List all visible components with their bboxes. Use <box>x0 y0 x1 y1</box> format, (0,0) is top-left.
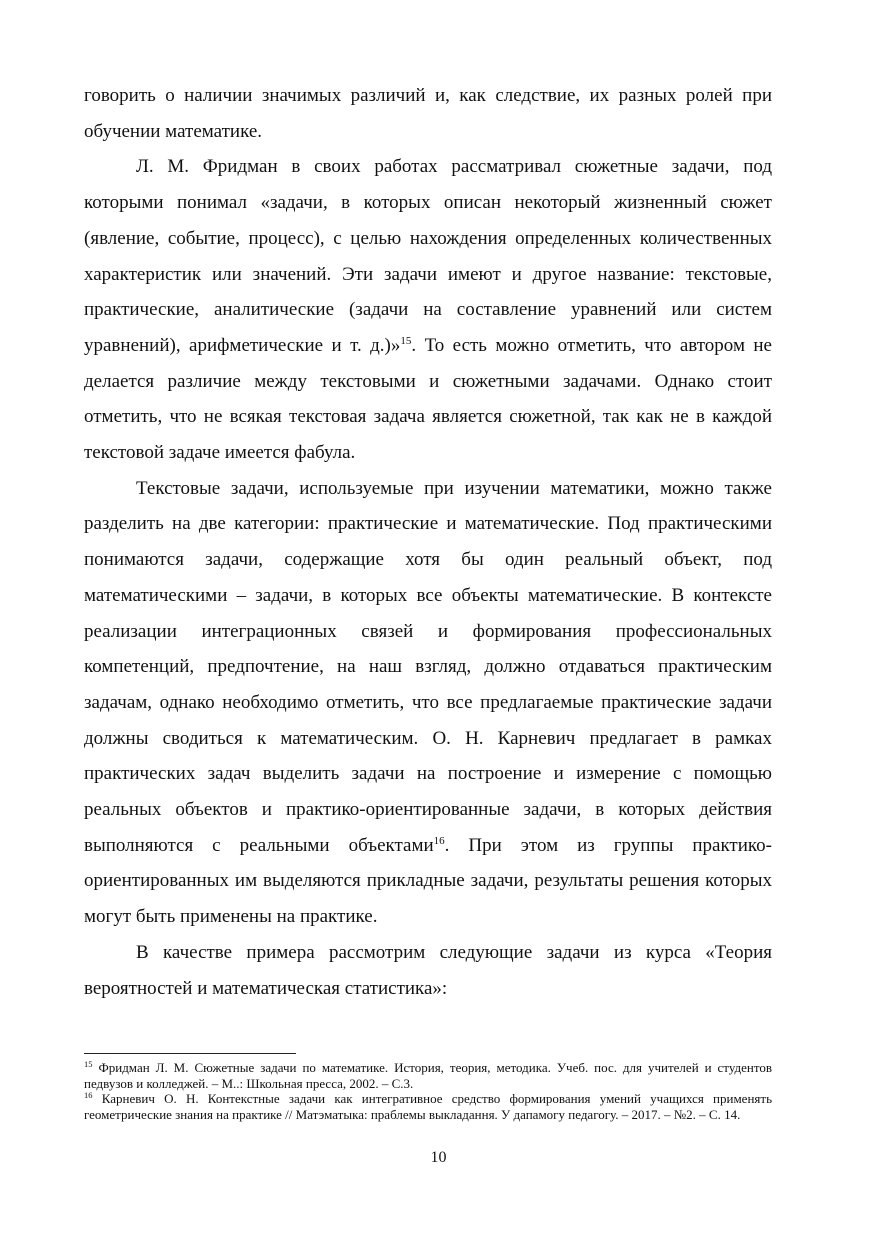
paragraph-2 <box>84 149 772 470</box>
paragraph-2-continuation: . То есть можно отметить, что автором не делается различие между текстовыми и сюжетными задачами. Однако стоит отметить, что не всякая текстовая задача является сюжетной, так как не в каждой текстовой задаче имеется фабула. <box>84 334 772 464</box>
paragraph-3-text: Текстовые задачи, используемые при изучении математики, можно также разделить на две категории: практические и математические. Под практическими понимаются задачи, содержащие хотя бы один реальный объект, под математическими – задачи, в которых все объекты математические. В контексте реализации интеграционных связей и формирования профессиональных компетенций, предпочтение, на наш взгляд, должно отдаваться практическим задачам, однако необходимо отметить, что все предлагаемые практические задачи должны сводиться к математическим. О. Н. Карневич предлагает в рамках практических задач выделить задачи на построение и измерение с помощью реальных объектов и практико-ориентированные задачи, в которых действия выполняются с реальными объектами <box>84 477 772 856</box>
footnote-16 <box>84 1091 772 1122</box>
paragraph-4: В качестве примера рассмотрим следующие задачи из курса «Теория вероятностей и математическая статистика»: <box>84 941 772 999</box>
footnote-separator <box>84 1053 296 1054</box>
paragraph-1: говорить о наличии значимых различий и, как следствие, их разных ролей при обучении математике. <box>84 85 772 142</box>
footnote-ref-16[interactable]: 16 <box>433 834 445 847</box>
footnote-16-text: Карневич О. Н. Контекстные задачи как интегративное средство формирования умений учащихся применять геометрические знания на практике // Матэматыка: праблемы выкладання. У дапамогу педагогу. – 2017. – №2. – С. 14. <box>84 1091 773 1122</box>
footnote-number-15: 15 <box>84 1059 93 1069</box>
paragraph-3-continuation: . При этом из группы практико-ориентированных им выделяются прикладные задачи, результаты решения которых могут быть применены на практике. <box>84 834 772 928</box>
main-text <box>84 78 772 1006</box>
footnote-ref-15[interactable]: 15 <box>400 334 412 347</box>
footnote-15 <box>84 1060 772 1091</box>
footnote-15-text: Фридман Л. М. Сюжетные задачи по математике. История, теория, методика. Учеб. пос. для учителей и студентов педвузов и колледжей. – М..: Школьная пресса, 2002. – С.3. <box>84 1060 772 1091</box>
footnote-number-16: 16 <box>84 1090 93 1101</box>
page-number: 10 <box>430 1149 447 1166</box>
paragraph-2-text: Л. М. Фридман в своих работах рассматривал сюжетные задачи, под которыми понимал «задачи, в которых описан некоторый жизненный сюжет (явление, событие, процесс), с целью нахождения определенных количественных характеристик или значений. Эти задачи имеют и другое название: текстовые, практические, аналитические (задачи на составление уравнений или систем уравнений), арифметические и т. д.)» <box>84 156 772 356</box>
footnotes <box>84 1060 772 1122</box>
paragraph-3 <box>84 471 772 935</box>
